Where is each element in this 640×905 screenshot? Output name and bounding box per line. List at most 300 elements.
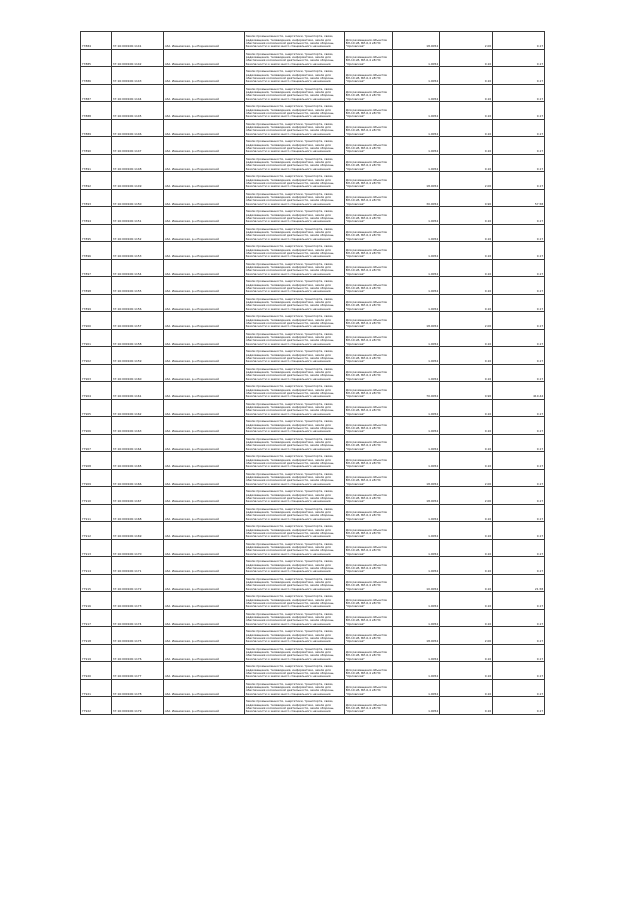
table-row — [81, 137, 545, 155]
land-category-cell: Земли промышленности, энергетики, транспорта, связи, радиовещания, телевидения, информатики, земли для обеспечения космической деятельности, земли обороны, безопасности и земли иного специального назначения — [245, 697, 345, 715]
value-2-cell: 0.17 — [493, 347, 545, 365]
cadastral-number-cell: 37:16:000106:1146 — [112, 119, 164, 137]
permitted-use-cell: Для размещения объектов ВЛ-10 кВ, ВЛ-0,4 кВ ПС "Орловская" — [345, 172, 393, 190]
value-1-cell: 0.10 — [440, 137, 493, 155]
cadastral-number-cell: 37:16:000106:1176 — [112, 644, 164, 662]
cadastral-number-cell: 37:16:000106:1160 — [112, 364, 164, 382]
land-category-cell: Земли промышленности, энергетики, транспорта, связи, радиовещания, телевидения, информатики, земли для обеспечения космической деятельности, земли обороны, безопасности и земли иного специального назначения — [245, 609, 345, 627]
cadastral-number-cell: 37:16:000106:1169 — [112, 522, 164, 540]
value-1-cell: 2.00 — [440, 627, 493, 645]
land-category-cell: Земли промышленности, энергетики, транспорта, связи, радиовещания, телевидения, информатики, земли для обеспечения космической деятельности, земли обороны, безопасности и земли иного специального назначения — [245, 627, 345, 645]
address-cell: обл. Ивановская, р-н Родниковский — [164, 697, 245, 715]
permitted-use-cell: Для размещения объектов ВЛ-10 кВ, ВЛ-0,4 кВ ПС "Орловская" — [345, 557, 393, 575]
land-category-cell: Земли промышленности, энергетики, транспорта, связи, радиовещания, телевидения, информатики, земли для обеспечения космической деятельности, земли обороны, безопасности и земли иного специального назначения — [245, 49, 345, 67]
permitted-use-cell: Для размещения объектов ВЛ-10 кВ, ВЛ-0,4 кВ ПС "Орловская" — [345, 452, 393, 470]
area-cell: 1.0054 — [393, 609, 440, 627]
table-row — [81, 679, 545, 697]
value-1-cell: 2.00 — [440, 172, 493, 190]
land-category-cell: Земли промышленности, энергетики, транспорта, связи, радиовещания, телевидения, информатики, земли для обеспечения космической деятельности, земли обороны, безопасности и земли иного специального назначения — [245, 399, 345, 417]
row-number-cell: 77920 — [81, 662, 112, 680]
row-number-cell: 77886 — [81, 67, 112, 85]
address-cell: обл. Ивановская, р-н Родниковский — [164, 67, 245, 85]
area-cell: 1.0054 — [393, 329, 440, 347]
cadastral-number-cell: 37:16:000106:1172 — [112, 574, 164, 592]
row-number-cell: 77904 — [81, 382, 112, 400]
value-2-cell: 0.17 — [493, 504, 545, 522]
table-row — [81, 277, 545, 295]
address-cell: обл. Ивановская, р-н Родниковский — [164, 207, 245, 225]
row-number-cell: 77894 — [81, 207, 112, 225]
area-cell: 1.0054 — [393, 224, 440, 242]
permitted-use-cell: Для размещения объектов ВЛ-10 кВ, ВЛ-0,4 кВ ПС "Орловская" — [345, 154, 393, 172]
area-cell: 1.0054 — [393, 277, 440, 295]
land-category-cell: Земли промышленности, энергетики, транспорта, связи, радиовещания, телевидения, информатики, земли для обеспечения космической деятельности, земли обороны, безопасности и земли иного специального назначения — [245, 154, 345, 172]
area-cell: 18.0054 — [393, 627, 440, 645]
value-2-cell: 0.17 — [493, 557, 545, 575]
address-cell: обл. Ивановская, р-н Родниковский — [164, 679, 245, 697]
cadastral-number-cell: 37:16:000106:1170 — [112, 539, 164, 557]
permitted-use-cell: Для размещения объектов ВЛ-10 кВ, ВЛ-0,4 кВ ПС "Орловская" — [345, 224, 393, 242]
value-1-cell: 0.10 — [440, 67, 493, 85]
row-number-cell: 77905 — [81, 399, 112, 417]
permitted-use-cell: Для размещения объектов ВЛ-10 кВ, ВЛ-0,4 кВ ПС "Орловская" — [345, 49, 393, 67]
permitted-use-cell: Для размещения объектов ВЛ-10 кВ, ВЛ-0,4 кВ ПС "Орловская" — [345, 609, 393, 627]
address-cell: обл. Ивановская, р-н Родниковский — [164, 644, 245, 662]
value-2-cell: 0.17 — [493, 364, 545, 382]
value-1-cell: 0.10 — [440, 434, 493, 452]
row-number-cell: 77910 — [81, 487, 112, 505]
cadastral-number-cell: 37:16:000106:1173 — [112, 592, 164, 610]
address-cell: обл. Ивановская, р-н Родниковский — [164, 347, 245, 365]
value-1-cell: 0.10 — [440, 277, 493, 295]
row-number-cell: 77921 — [81, 679, 112, 697]
value-2-cell: 0.17 — [493, 294, 545, 312]
table-row — [81, 49, 545, 67]
area-cell: 18.0054 — [393, 469, 440, 487]
value-1-cell: 0.10 — [440, 592, 493, 610]
permitted-use-cell: Для размещения объектов ВЛ-10 кВ, ВЛ-0,4 кВ ПС "Орловская" — [345, 189, 393, 207]
document-page — [80, 31, 544, 715]
cadastral-number-cell: 37:16:000106:1153 — [112, 242, 164, 260]
address-cell: обл. Ивановская, р-н Родниковский — [164, 627, 245, 645]
area-cell: 10.0054 — [393, 574, 440, 592]
permitted-use-cell: Для размещения объектов ВЛ-10 кВ, ВЛ-0,4 кВ ПС "Орловская" — [345, 487, 393, 505]
value-2-cell: 0.17 — [493, 102, 545, 120]
area-cell: 18.0054 — [393, 312, 440, 330]
table-row — [81, 417, 545, 435]
land-category-cell: Земли промышленности, энергетики, транспорта, связи, радиовещания, телевидения, информатики, земли для обеспечения космической деятельности, земли обороны, безопасности и земли иного специального назначения — [245, 679, 345, 697]
area-cell: 1.0054 — [393, 119, 440, 137]
cadastral-number-cell: 37:16:000106:1165 — [112, 452, 164, 470]
permitted-use-cell: Для размещения объектов ВЛ-10 кВ, ВЛ-0,4 кВ ПС "Орловская" — [345, 242, 393, 260]
value-2-cell: 0.17 — [493, 49, 545, 67]
land-category-cell: Земли промышленности, энергетики, транспорта, связи, радиовещания, телевидения, информатики, земли для обеспечения космической деятельности, земли обороны, безопасности и земли иного специального назначения — [245, 592, 345, 610]
permitted-use-cell: Для размещения объектов ВЛ-10 кВ, ВЛ-0,4 кВ ПС "Орловская" — [345, 417, 393, 435]
value-2-cell: 0.17 — [493, 522, 545, 540]
table-row — [81, 364, 545, 382]
value-2-cell: 0.17 — [493, 539, 545, 557]
area-cell: 18.0054 — [393, 172, 440, 190]
value-2-cell: 0.17 — [493, 137, 545, 155]
table-row — [81, 259, 545, 277]
land-category-cell: Земли промышленности, энергетики, транспорта, связи, радиовещания, телевидения, информатики, земли для обеспечения космической деятельности, земли обороны, безопасности и земли иного специального назначения — [245, 32, 345, 50]
address-cell: обл. Ивановская, р-н Родниковский — [164, 469, 245, 487]
address-cell: обл. Ивановская, р-н Родниковский — [164, 294, 245, 312]
permitted-use-cell: Для размещения объектов ВЛ-10 кВ, ВЛ-0,4 кВ ПС "Орловская" — [345, 592, 393, 610]
area-cell: 1.0054 — [393, 207, 440, 225]
row-number-cell: 77922 — [81, 697, 112, 715]
value-1-cell: 0.10 — [440, 697, 493, 715]
address-cell: обл. Ивановская, р-н Родниковский — [164, 557, 245, 575]
area-cell: 1.0054 — [393, 49, 440, 67]
row-number-cell: 77895 — [81, 224, 112, 242]
table-row — [81, 592, 545, 610]
value-1-cell: 2.00 — [440, 32, 493, 50]
land-category-cell: Земли промышленности, энергетики, транспорта, связи, радиовещания, телевидения, информатики, земли для обеспечения космической деятельности, земли обороны, безопасности и земли иного специального назначения — [245, 329, 345, 347]
permitted-use-cell: Для размещения объектов ВЛ-10 кВ, ВЛ-0,4 кВ ПС "Орловская" — [345, 434, 393, 452]
land-category-cell: Земли промышленности, энергетики, транспорта, связи, радиовещания, телевидения, информатики, земли для обеспечения космической деятельности, земли обороны, безопасности и земли иного специального назначения — [245, 434, 345, 452]
row-number-cell: 77906 — [81, 417, 112, 435]
address-cell: обл. Ивановская, р-н Родниковский — [164, 49, 245, 67]
table-row — [81, 609, 545, 627]
value-2-cell: 0.17 — [493, 662, 545, 680]
area-cell: 1.0054 — [393, 67, 440, 85]
address-cell: обл. Ивановская, р-н Родниковский — [164, 329, 245, 347]
value-1-cell: 0.10 — [440, 644, 493, 662]
area-cell: 1.0054 — [393, 644, 440, 662]
value-2-cell: 0.17 — [493, 644, 545, 662]
row-number-cell: 77890 — [81, 137, 112, 155]
value-1-cell: 0.10 — [440, 557, 493, 575]
cadastral-number-cell: 37:16:000106:1167 — [112, 487, 164, 505]
value-2-cell: 0.17 — [493, 329, 545, 347]
land-category-cell: Земли промышленности, энергетики, транспорта, связи, радиовещания, телевидения, информатики, земли для обеспечения космической деятельности, земли обороны, безопасности и земли иного специального назначения — [245, 382, 345, 400]
value-2-cell: 0.17 — [493, 32, 545, 50]
value-1-cell: 0.10 — [440, 522, 493, 540]
value-1-cell: 0.10 — [440, 224, 493, 242]
table-row — [81, 102, 545, 120]
address-cell: обл. Ивановская, р-н Родниковский — [164, 539, 245, 557]
table-row — [81, 697, 545, 715]
row-number-cell: 77888 — [81, 102, 112, 120]
area-cell: 30.0054 — [393, 189, 440, 207]
address-cell: обл. Ивановская, р-н Родниковский — [164, 102, 245, 120]
address-cell: обл. Ивановская, р-н Родниковский — [164, 224, 245, 242]
table-row — [81, 574, 545, 592]
permitted-use-cell: Для размещения объектов ВЛ-10 кВ, ВЛ-0,4 кВ ПС "Орловская" — [345, 644, 393, 662]
value-1-cell: 0.10 — [440, 347, 493, 365]
value-2-cell: 0.17 — [493, 487, 545, 505]
row-number-cell: 77915 — [81, 574, 112, 592]
land-category-cell: Земли промышленности, энергетики, транспорта, связи, радиовещания, телевидения, информатики, земли для обеспечения космической деятельности, земли обороны, безопасности и земли иного специального назначения — [245, 469, 345, 487]
land-category-cell: Земли промышленности, энергетики, транспорта, связи, радиовещания, телевидения, информатики, земли для обеспечения космической деятельности, земли обороны, безопасности и земли иного специального назначения — [245, 312, 345, 330]
permitted-use-cell: Для размещения объектов ВЛ-10 кВ, ВЛ-0,4 кВ ПС "Орловская" — [345, 312, 393, 330]
area-cell: 1.0054 — [393, 137, 440, 155]
table-row — [81, 644, 545, 662]
permitted-use-cell: Для размещения объектов ВЛ-10 кВ, ВЛ-0,4 кВ ПС "Орловская" — [345, 67, 393, 85]
value-2-cell: 0.17 — [493, 67, 545, 85]
value-2-cell: 0.17 — [493, 627, 545, 645]
value-1-cell: 0.10 — [440, 49, 493, 67]
value-2-cell: 0.17 — [493, 259, 545, 277]
permitted-use-cell: Для размещения объектов ВЛ-10 кВ, ВЛ-0,4 кВ ПС "Орловская" — [345, 522, 393, 540]
table-row — [81, 224, 545, 242]
table-row — [81, 469, 545, 487]
row-number-cell: 77889 — [81, 119, 112, 137]
land-category-cell: Земли промышленности, энергетики, транспорта, связи, радиовещания, телевидения, информатики, земли для обеспечения космической деятельности, земли обороны, безопасности и земли иного специального назначения — [245, 662, 345, 680]
area-cell: 1.0054 — [393, 504, 440, 522]
area-cell: 1.0054 — [393, 434, 440, 452]
cadastral-number-cell: 37:16:000106:1161 — [112, 382, 164, 400]
land-category-cell: Земли промышленности, энергетики, транспорта, связи, радиовещания, телевидения, информатики, земли для обеспечения космической деятельности, земли обороны, безопасности и земли иного специального назначения — [245, 504, 345, 522]
row-number-cell: 77900 — [81, 312, 112, 330]
permitted-use-cell: Для размещения объектов ВЛ-10 кВ, ВЛ-0,4 кВ ПС "Орловская" — [345, 277, 393, 295]
address-cell: обл. Ивановская, р-н Родниковский — [164, 399, 245, 417]
row-number-cell: 77902 — [81, 347, 112, 365]
land-category-cell: Земли промышленности, энергетики, транспорта, связи, радиовещания, телевидения, информатики, земли для обеспечения космической деятельности, земли обороны, безопасности и земли иного специального назначения — [245, 417, 345, 435]
address-cell: обл. Ивановская, р-н Родниковский — [164, 504, 245, 522]
area-cell: 70.0054 — [393, 382, 440, 400]
value-2-cell: 0.17 — [493, 224, 545, 242]
table-row — [81, 399, 545, 417]
area-cell: 1.0054 — [393, 662, 440, 680]
row-number-cell: 77899 — [81, 294, 112, 312]
row-number-cell: 77884 — [81, 32, 112, 50]
value-1-cell: 0.10 — [440, 119, 493, 137]
area-cell: 1.0054 — [393, 102, 440, 120]
address-cell: обл. Ивановская, р-н Родниковский — [164, 574, 245, 592]
row-number-cell: 77918 — [81, 627, 112, 645]
permitted-use-cell: Для размещения объектов ВЛ-10 кВ, ВЛ-0,4 кВ ПС "Орловская" — [345, 539, 393, 557]
permitted-use-cell: Для размещения объектов ВЛ-10 кВ, ВЛ-0,4 кВ ПС "Орловская" — [345, 329, 393, 347]
land-category-cell: Земли промышленности, энергетики, транспорта, связи, радиовещания, телевидения, информатики, земли для обеспечения космической деятельности, земли обороны, безопасности и земли иного специального назначения — [245, 574, 345, 592]
cadastral-number-cell: 37:16:000106:1171 — [112, 557, 164, 575]
permitted-use-cell: Для размещения объектов ВЛ-10 кВ, ВЛ-0,4 кВ ПС "Орловская" — [345, 294, 393, 312]
address-cell: обл. Ивановская, р-н Родниковский — [164, 662, 245, 680]
value-2-cell: 0.17 — [493, 84, 545, 102]
cadastral-number-cell: 37:16:000106:1159 — [112, 347, 164, 365]
value-1-cell: 0.10 — [440, 259, 493, 277]
land-category-cell: Земли промышленности, энергетики, транспорта, связи, радиовещания, телевидения, информатики, земли для обеспечения космической деятельности, земли обороны, безопасности и земли иного специального назначения — [245, 487, 345, 505]
row-number-cell: 77912 — [81, 522, 112, 540]
value-1-cell: 2.00 — [440, 469, 493, 487]
value-1-cell: 0.90 — [440, 189, 493, 207]
area-cell: 18.0054 — [393, 32, 440, 50]
table-row — [81, 627, 545, 645]
cadastral-number-cell: 37:16:000106:1164 — [112, 434, 164, 452]
address-cell: обл. Ивановская, р-н Родниковский — [164, 312, 245, 330]
land-category-cell: Земли промышленности, энергетики, транспорта, связи, радиовещания, телевидения, информатики, земли для обеспечения космической деятельности, земли обороны, безопасности и земли иного специального назначения — [245, 452, 345, 470]
area-cell: 1.0054 — [393, 417, 440, 435]
table-row — [81, 382, 545, 400]
area-cell: 1.0054 — [393, 539, 440, 557]
value-2-cell: 0.17 — [493, 312, 545, 330]
permitted-use-cell: Для размещения объектов ВЛ-10 кВ, ВЛ-0,4 кВ ПС "Орловская" — [345, 697, 393, 715]
row-number-cell: 77896 — [81, 242, 112, 260]
table-row — [81, 67, 545, 85]
row-number-cell: 77898 — [81, 277, 112, 295]
cadastral-number-cell: 37:16:000106:1150 — [112, 189, 164, 207]
row-number-cell: 77909 — [81, 469, 112, 487]
value-1-cell: 0.10 — [440, 154, 493, 172]
value-1-cell: 0.10 — [440, 609, 493, 627]
value-2-cell: 0.17 — [493, 119, 545, 137]
table-row — [81, 119, 545, 137]
cadastral-number-cell: 37:16:000106:1179 — [112, 697, 164, 715]
value-1-cell: 0.10 — [440, 539, 493, 557]
value-1-cell: 2.00 — [440, 487, 493, 505]
cadastral-number-cell: 37:16:000106:1177 — [112, 662, 164, 680]
land-category-cell: Земли промышленности, энергетики, транспорта, связи, радиовещания, телевидения, информатики, земли для обеспечения космической деятельности, земли обороны, безопасности и земли иного специального назначения — [245, 242, 345, 260]
value-2-cell: 0.17 — [493, 592, 545, 610]
row-number-cell: 77893 — [81, 189, 112, 207]
land-category-cell: Земли промышленности, энергетики, транспорта, связи, радиовещания, телевидения, информатики, земли для обеспечения космической деятельности, земли обороны, безопасности и земли иного специального назначения — [245, 119, 345, 137]
area-cell: 1.0054 — [393, 364, 440, 382]
row-number-cell: 77919 — [81, 644, 112, 662]
value-2-cell: 0.17 — [493, 452, 545, 470]
cadastral-number-cell: 37:16:000106:1174 — [112, 609, 164, 627]
address-cell: обл. Ивановская, р-н Родниковский — [164, 189, 245, 207]
permitted-use-cell: Для размещения объектов ВЛ-10 кВ, ВЛ-0,4 кВ ПС "Орловская" — [345, 574, 393, 592]
permitted-use-cell: Для размещения объектов ВЛ-10 кВ, ВЛ-0,4 кВ ПС "Орловская" — [345, 504, 393, 522]
cadastral-number-cell: 37:16:000106:1142 — [112, 49, 164, 67]
value-2-cell: 0.17 — [493, 434, 545, 452]
land-category-cell: Земли промышленности, энергетики, транспорта, связи, радиовещания, телевидения, информатики, земли для обеспечения космической деятельности, земли обороны, безопасности и земли иного специального назначения — [245, 539, 345, 557]
row-number-cell: 77914 — [81, 557, 112, 575]
table-row — [81, 172, 545, 190]
table-row — [81, 329, 545, 347]
area-cell: 1.0054 — [393, 399, 440, 417]
address-cell: обл. Ивановская, р-н Родниковский — [164, 119, 245, 137]
value-2-cell: 0.17 — [493, 697, 545, 715]
permitted-use-cell: Для размещения объектов ВЛ-10 кВ, ВЛ-0,4 кВ ПС "Орловская" — [345, 469, 393, 487]
area-cell: 1.0054 — [393, 522, 440, 540]
address-cell: обл. Ивановская, р-н Родниковский — [164, 487, 245, 505]
value-2-cell: 0.17 — [493, 679, 545, 697]
value-1-cell: 2.00 — [440, 312, 493, 330]
land-category-cell: Земли промышленности, энергетики, транспорта, связи, радиовещания, телевидения, информатики, земли для обеспечения космической деятельности, земли обороны, безопасности и земли иного специального назначения — [245, 522, 345, 540]
address-cell: обл. Ивановская, р-н Родниковский — [164, 32, 245, 50]
permitted-use-cell: Для размещения объектов ВЛ-10 кВ, ВЛ-0,4 кВ ПС "Орловская" — [345, 382, 393, 400]
address-cell: обл. Ивановская, р-н Родниковский — [164, 172, 245, 190]
table-row — [81, 452, 545, 470]
value-2-cell: 410.44 — [493, 382, 545, 400]
permitted-use-cell: Для размещения объектов ВЛ-10 кВ, ВЛ-0,4 кВ ПС "Орловская" — [345, 662, 393, 680]
table-row — [81, 557, 545, 575]
cadastral-number-cell: 37:16:000106:1149 — [112, 172, 164, 190]
area-cell: 1.0054 — [393, 154, 440, 172]
cadastral-number-cell: 37:16:000106:1162 — [112, 399, 164, 417]
land-category-cell: Земли промышленности, энергетики, транспорта, связи, радиовещания, телевидения, информатики, земли для обеспечения космической деятельности, земли обороны, безопасности и земли иного специального назначения — [245, 172, 345, 190]
permitted-use-cell: Для размещения объектов ВЛ-10 кВ, ВЛ-0,4 кВ ПС "Орловская" — [345, 119, 393, 137]
table-row — [81, 487, 545, 505]
address-cell: обл. Ивановская, р-н Родниковский — [164, 522, 245, 540]
land-category-cell: Земли промышленности, энергетики, транспорта, связи, радиовещания, телевидения, информатики, земли для обеспечения космической деятельности, земли обороны, безопасности и земли иного специального назначения — [245, 347, 345, 365]
address-cell: обл. Ивановская, р-н Родниковский — [164, 452, 245, 470]
row-number-cell: 77911 — [81, 504, 112, 522]
permitted-use-cell: Для размещения объектов ВЛ-10 кВ, ВЛ-0,4 кВ ПС "Орловская" — [345, 207, 393, 225]
table-row — [81, 434, 545, 452]
address-cell: обл. Ивановская, р-н Родниковский — [164, 84, 245, 102]
value-1-cell: 0.10 — [440, 242, 493, 260]
value-1-cell: 0.10 — [440, 679, 493, 697]
cadastral-number-cell: 37:16:000106:1144 — [112, 84, 164, 102]
row-number-cell: 77913 — [81, 539, 112, 557]
permitted-use-cell: Для размещения объектов ВЛ-10 кВ, ВЛ-0,4 кВ ПС "Орловская" — [345, 399, 393, 417]
area-cell: 1.0054 — [393, 347, 440, 365]
cadastral-number-cell: 37:16:000106:1155 — [112, 277, 164, 295]
permitted-use-cell: Для размещения объектов ВЛ-10 кВ, ВЛ-0,4 кВ ПС "Орловская" — [345, 84, 393, 102]
address-cell: обл. Ивановская, р-н Родниковский — [164, 242, 245, 260]
area-cell: 1.0054 — [393, 679, 440, 697]
area-cell: 18.0054 — [393, 487, 440, 505]
cadastral-number-cell: 37:16:000106:1158 — [112, 329, 164, 347]
permitted-use-cell: Для размещения объектов ВЛ-10 кВ, ВЛ-0,4 кВ ПС "Орловская" — [345, 364, 393, 382]
land-category-cell: Земли промышленности, энергетики, транспорта, связи, радиовещания, телевидения, информатики, земли для обеспечения космической деятельности, земли обороны, безопасности и земли иного специального назначения — [245, 277, 345, 295]
cadastral-number-cell: 37:16:000106:1152 — [112, 224, 164, 242]
address-cell: обл. Ивановская, р-н Родниковский — [164, 154, 245, 172]
table-row — [81, 294, 545, 312]
table-row — [81, 207, 545, 225]
value-2-cell: 0.17 — [493, 469, 545, 487]
cadastral-number-cell: 37:16:000106:1143 — [112, 67, 164, 85]
value-2-cell: 0.17 — [493, 609, 545, 627]
land-category-cell: Земли промышленности, энергетики, транспорта, связи, радиовещания, телевидения, информатики, земли для обеспечения космической деятельности, земли обороны, безопасности и земли иного специального назначения — [245, 137, 345, 155]
permitted-use-cell: Для размещения объектов ВЛ-10 кВ, ВЛ-0,4 кВ ПС "Орловская" — [345, 627, 393, 645]
address-cell: обл. Ивановская, р-н Родниковский — [164, 434, 245, 452]
permitted-use-cell: Для размещения объектов ВЛ-10 кВ, ВЛ-0,4 кВ ПС "Орловская" — [345, 137, 393, 155]
cadastral-number-cell: 37:16:000106:1166 — [112, 469, 164, 487]
land-category-cell: Земли промышленности, энергетики, транспорта, связи, радиовещания, телевидения, информатики, земли для обеспечения космической деятельности, земли обороны, безопасности и земли иного специального назначения — [245, 294, 345, 312]
land-category-cell: Земли промышленности, энергетики, транспорта, связи, радиовещания, телевидения, информатики, земли для обеспечения космической деятельности, земли обороны, безопасности и земли иного специального назначения — [245, 84, 345, 102]
cadastral-number-cell: 37:16:000106:1163 — [112, 417, 164, 435]
address-cell: обл. Ивановская, р-н Родниковский — [164, 277, 245, 295]
value-2-cell: 57.58 — [493, 189, 545, 207]
value-1-cell: 0.90 — [440, 382, 493, 400]
value-2-cell: 0.17 — [493, 277, 545, 295]
row-number-cell: 77908 — [81, 452, 112, 470]
table-row — [81, 662, 545, 680]
area-cell: 1.0054 — [393, 557, 440, 575]
value-1-cell: 0.10 — [440, 452, 493, 470]
value-1-cell: 0.10 — [440, 574, 493, 592]
table-row — [81, 32, 545, 50]
value-1-cell: 0.10 — [440, 84, 493, 102]
land-category-cell: Земли промышленности, энергетики, транспорта, связи, радиовещания, телевидения, информатики, земли для обеспечения космической деятельности, земли обороны, безопасности и земли иного специального назначения — [245, 224, 345, 242]
address-cell: обл. Ивановская, р-н Родниковский — [164, 364, 245, 382]
table-row — [81, 312, 545, 330]
value-1-cell: 0.10 — [440, 294, 493, 312]
value-1-cell: 0.10 — [440, 364, 493, 382]
value-2-cell: 0.17 — [493, 242, 545, 260]
row-number-cell: 77917 — [81, 609, 112, 627]
value-1-cell: 0.10 — [440, 662, 493, 680]
value-2-cell: 0.17 — [493, 154, 545, 172]
value-1-cell: 0.10 — [440, 329, 493, 347]
land-category-cell: Земли промышленности, энергетики, транспорта, связи, радиовещания, телевидения, информатики, земли для обеспечения космической деятельности, земли обороны, безопасности и земли иного специального назначения — [245, 364, 345, 382]
value-2-cell: 0.17 — [493, 172, 545, 190]
land-parcels-table — [80, 31, 545, 715]
table-row — [81, 347, 545, 365]
land-category-cell: Земли промышленности, энергетики, транспорта, связи, радиовещания, телевидения, информатики, земли для обеспечения космической деятельности, земли обороны, безопасности и земли иного специального назначения — [245, 67, 345, 85]
cadastral-number-cell: 37:16:000106:1168 — [112, 504, 164, 522]
value-2-cell: 0.17 — [493, 207, 545, 225]
value-2-cell: 0.17 — [493, 417, 545, 435]
cadastral-number-cell: 37:16:000106:1154 — [112, 259, 164, 277]
value-1-cell: 0.10 — [440, 102, 493, 120]
row-number-cell: 77885 — [81, 49, 112, 67]
row-number-cell: 77907 — [81, 434, 112, 452]
